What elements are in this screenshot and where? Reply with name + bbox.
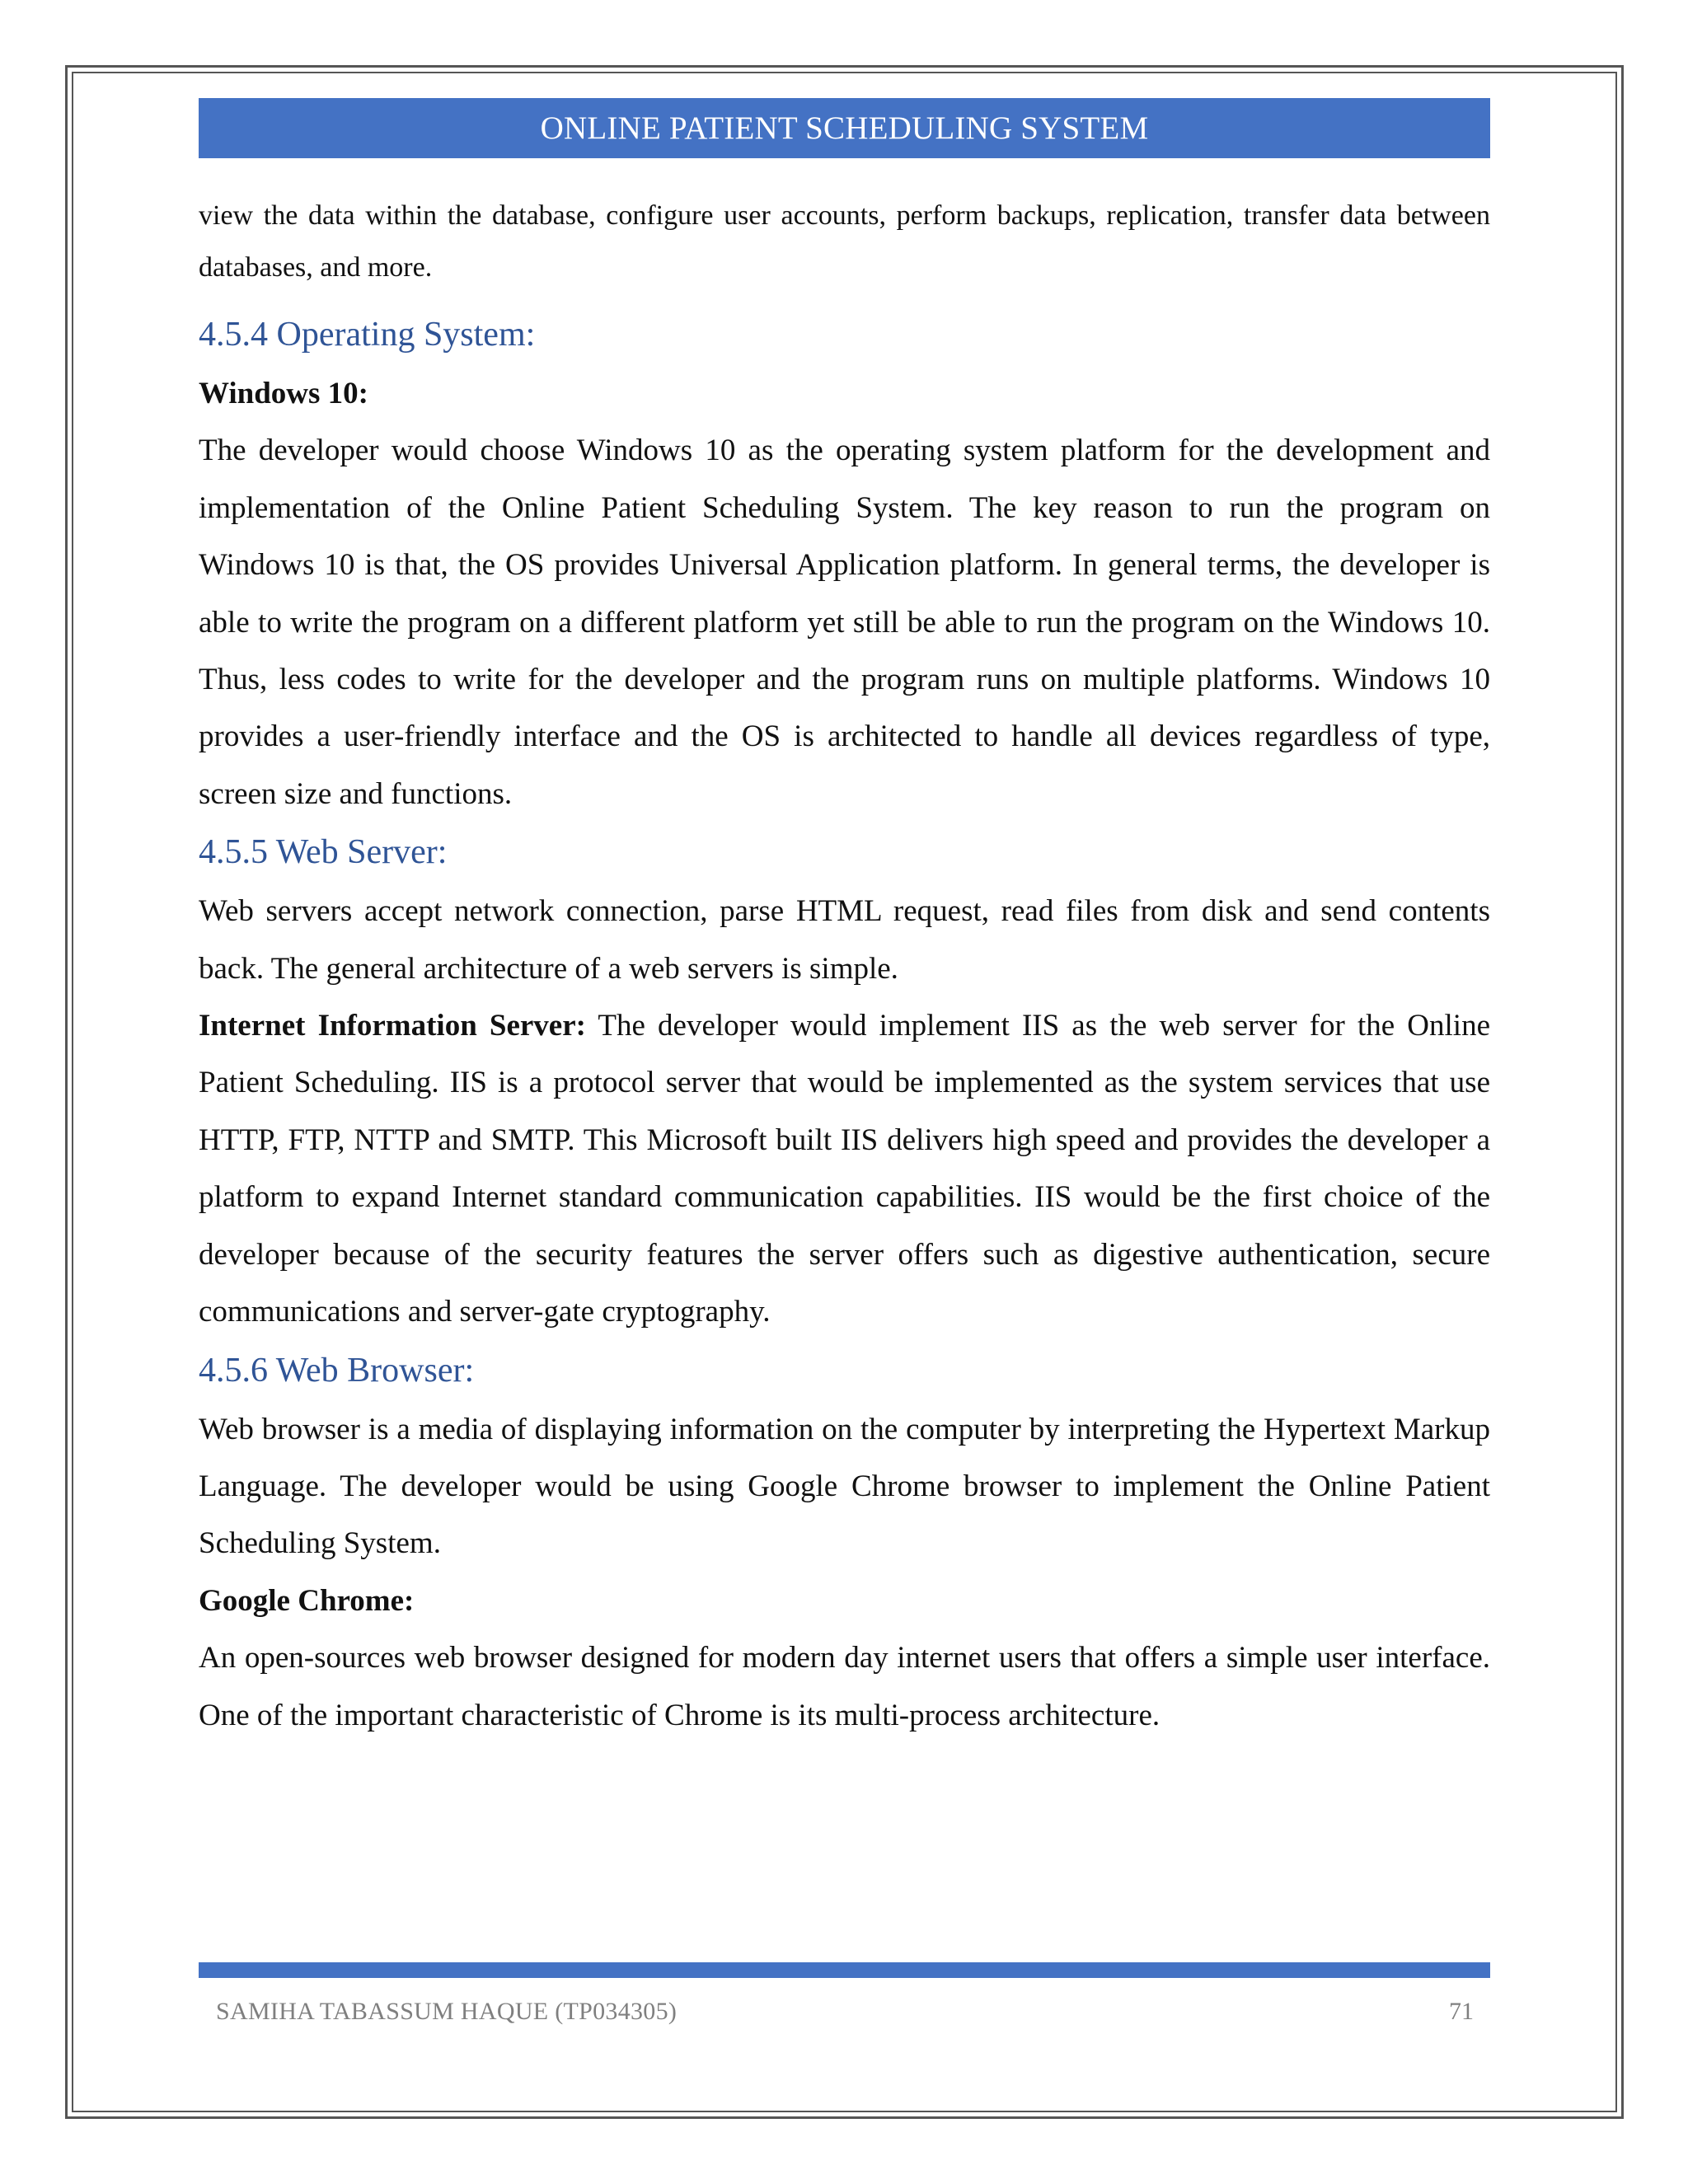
paragraph-web-browser: Web browser is a media of displaying information on the computer by interpreting the Hypertext Markup Language. The developer would be using Google Chrome browser to implement the Online Patient Scheduling System. [199,1412,1490,1561]
footer-rule [199,1962,1490,1978]
section-heading-web-server: 4.5.5 Web Server: [199,833,448,872]
page-content [199,190,1490,1744]
intro-paragraph: view the data within the database, configure user accounts, perform backups, replication, transfer data between databases, and more. [199,200,1490,283]
paragraph-iis [199,997,1490,1340]
running-header: ONLINE PATIENT SCHEDULING SYSTEM [199,98,1490,158]
paragraph-windows-10: The developer would choose Windows 10 as the operating system platform for the development and implementation of the Online Patient Scheduling System. The key reason to run the program on Windows 10 is that, the OS provides Universal Application platform. In general terms, the developer is able to write the program on a different platform yet still be able to run the program on the Windows 10. Thus, less codes to write for the developer and the program runs on multiple platforms. Windows 10 provides a user-friendly interface and the OS is architected to handle all devices regardless of type, screen size and functions. [199,434,1490,811]
paragraph-web-server: Web servers accept network connection, parse HTML request, read files from disk and send contents back. The general architecture of a web servers is simple. [199,894,1490,986]
footer-author: SAMIHA TABASSUM HAQUE (TP034305) [216,1998,678,2025]
text-iis-description: The developer would implement IIS as the web server for the Online Patient Scheduling. IIS is a protocol server that would be implemented as the system services that use HTTP, FTP, NTTP and SMTP. This Microsoft built IIS delivers high speed and provides the developer a platform to expand Internet standard communication capabilities. IIS would be the first choice of the developer because of the security features the server offers such as digestive authentication, secure communications and server-gate cryptography. [199,1009,1490,1329]
paragraph-google-chrome: An open-sources web browser designed for modern day internet users that offers a simple user interface. One of the important characteristic of Chrome is its multi-process architecture. [199,1641,1490,1732]
label-internet-information-server: Internet Information Server: [199,1009,586,1043]
page-number: 71 [1449,1998,1474,2025]
section-heading-operating-system: 4.5.4 Operating System: [199,316,536,354]
subheading-google-chrome: Google Chrome: [199,1583,415,1618]
subheading-windows-10: Windows 10: [199,377,368,410]
section-heading-web-browser: 4.5.6 Web Browser: [199,1351,475,1390]
